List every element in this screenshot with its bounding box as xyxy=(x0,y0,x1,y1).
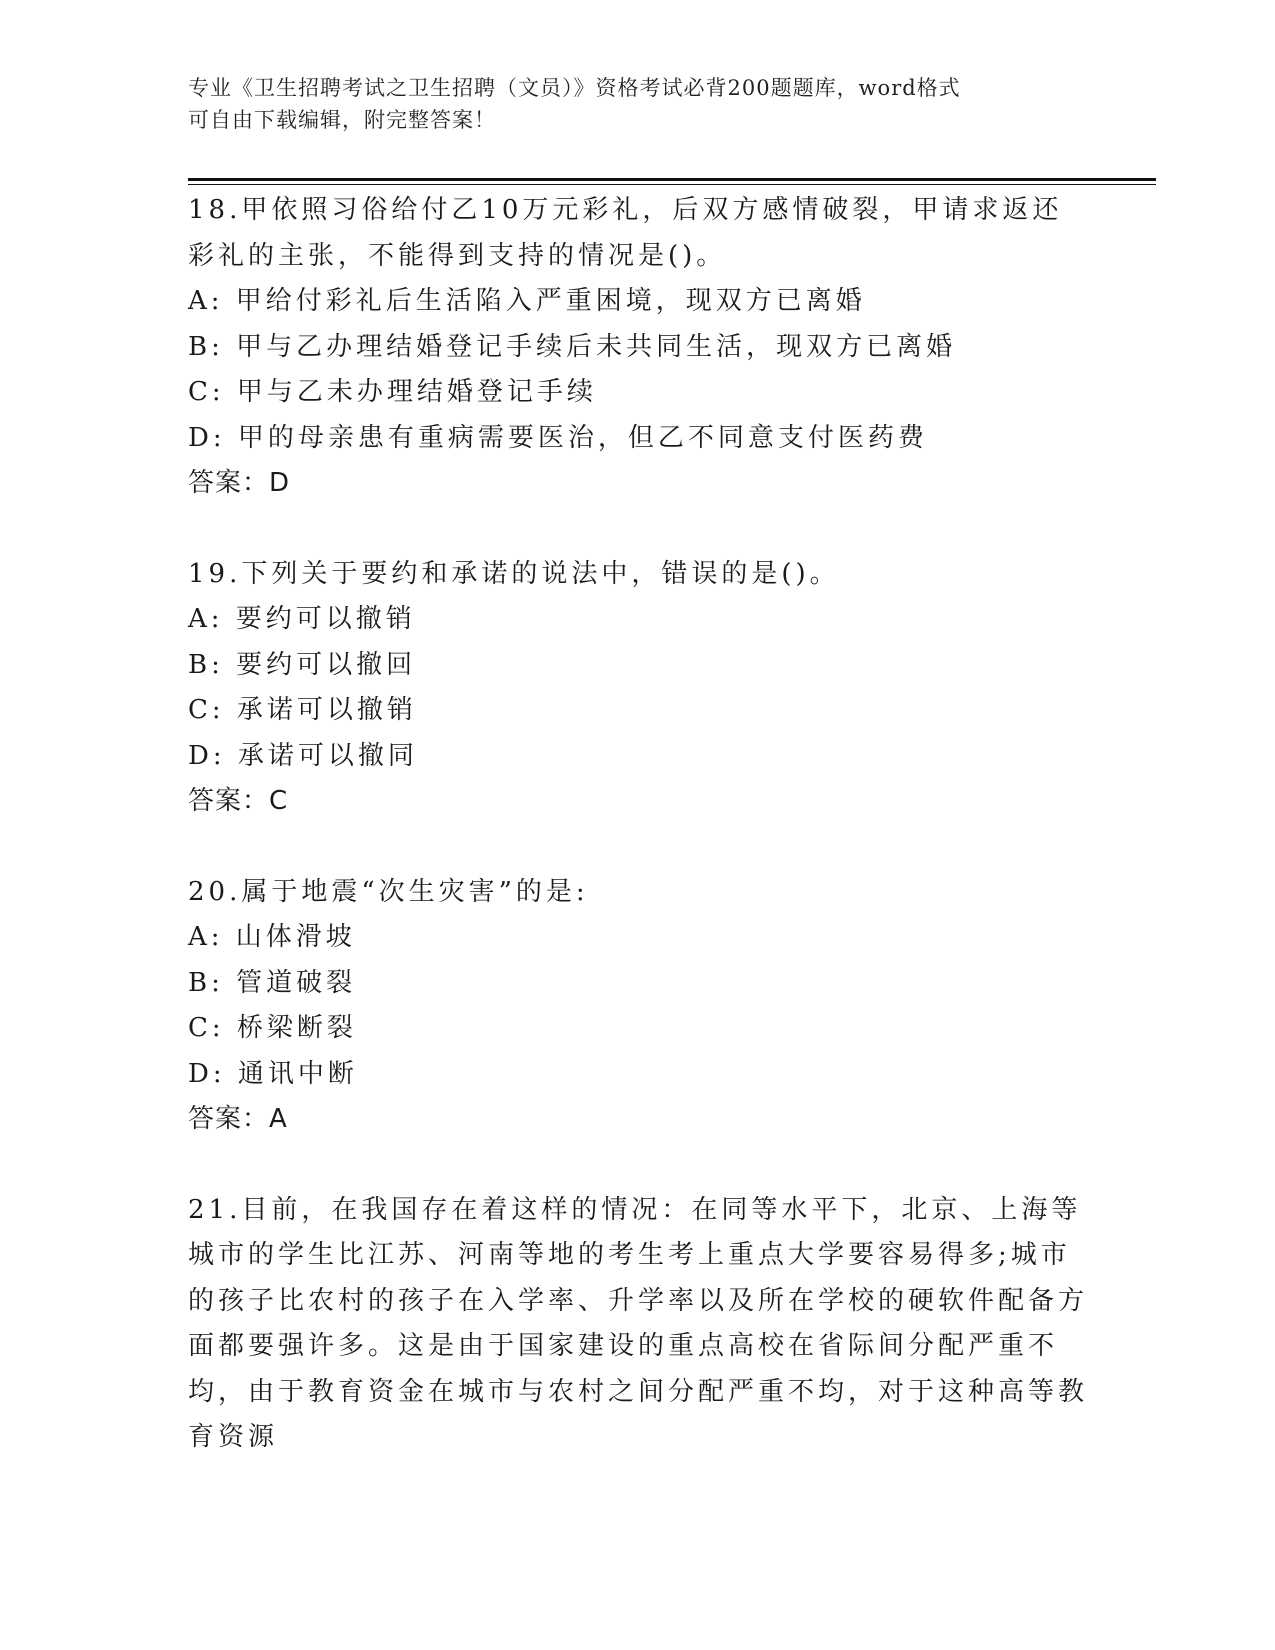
header-rule-thick xyxy=(188,178,1156,181)
question-21 xyxy=(188,1188,1088,1461)
header-line-1: 专业《卫生招聘考试之卫生招聘（文员）》资格考试必背200题题库，word格式 xyxy=(188,76,961,100)
question-20 xyxy=(188,870,1088,1143)
answer-line: 答案：C xyxy=(188,786,289,816)
option-a: A: 甲给付彩礼后生活陷入严重困境，现双方已离婚 xyxy=(188,286,866,316)
question-text: 21.目前，在我国存在着这样的情况：在同等水平下，北京、上海等城市的学生比江苏、河南等地的考生考上重点大学要容易得多;城市的孩子比农村的孩子在入学率、升学率以及所在学校的硬软件配备方面都要强许多。这是由于国家建设的重点高校在省际间分配严重不均，由于教育资金在城市与农村之间分配严重不均，对于这种高等教育资源 xyxy=(188,1194,1089,1452)
question-text: 19.下列关于要约和承诺的说法中，错误的是()。 xyxy=(188,558,840,589)
question-list xyxy=(188,188,1088,1506)
question-19 xyxy=(188,552,1088,825)
question-text: 18.甲依照习俗给付乙10万元彩礼，后双方感情破裂，甲请求返还彩礼的主张，不能得到支持的情况是()。 xyxy=(188,195,1063,271)
header-rule-thin xyxy=(188,184,1156,185)
document-header xyxy=(188,72,1088,136)
question-18 xyxy=(188,188,1088,507)
header-line-2: 可自由下载编辑，附完整答案！ xyxy=(188,108,496,132)
option-a: A: 要约可以撤销 xyxy=(188,604,416,634)
option-c: C: 承诺可以撤销 xyxy=(188,695,417,725)
answer-line: 答案：D xyxy=(188,468,291,498)
option-b: B: 要约可以撤回 xyxy=(188,649,417,680)
option-c: C: 甲与乙未办理结婚登记手续 xyxy=(188,377,597,407)
option-c: C: 桥梁断裂 xyxy=(188,1013,357,1043)
option-d: D: 甲的母亲患有重病需要医治，但乙不同意支付医药费 xyxy=(188,422,928,453)
option-d: D: 承诺可以撤同 xyxy=(188,740,418,771)
option-d: D: 通讯中断 xyxy=(188,1058,358,1089)
question-text: 20.属于地震“次生灾害”的是: xyxy=(188,876,589,907)
answer-line: 答案：A xyxy=(188,1104,288,1134)
option-a: A: 山体滑坡 xyxy=(188,922,356,952)
option-b: B: 管道破裂 xyxy=(188,967,357,998)
option-b: B: 甲与乙办理结婚登记手续后未共同生活，现双方已离婚 xyxy=(188,331,957,362)
